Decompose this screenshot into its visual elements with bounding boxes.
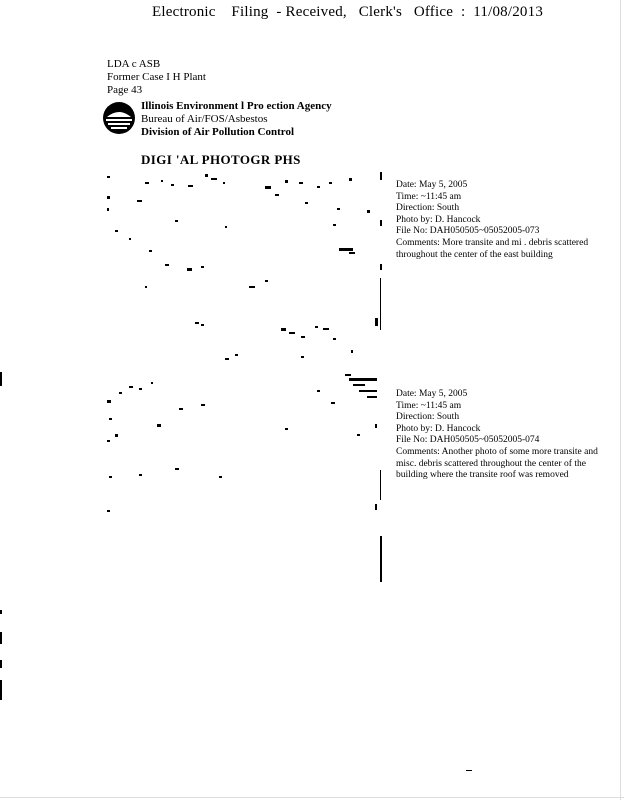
scan-artifact <box>466 770 472 771</box>
scan-artifact <box>0 632 2 644</box>
photo-file-number: File No: DAH050505~05052005-074 <box>396 435 540 446</box>
page-border <box>620 0 621 800</box>
filing-stamp: Electronic Filing - Received, Clerk's Office : 11/08/2013 <box>152 4 544 20</box>
page-border <box>0 797 624 798</box>
photo-time: Time: ~11:45 am <box>396 400 462 411</box>
photo-photographer: Photo by: D. Hancock <box>396 423 481 434</box>
photo-comments: Comments: Another photo of some more transite and misc. debris scattered throughout the center of the building where the transite roof was removed <box>396 446 598 481</box>
scan-artifact <box>0 660 2 668</box>
photo-direction: Direction: South <box>396 412 460 423</box>
divider-line <box>380 264 382 270</box>
divider-line <box>380 536 382 582</box>
divider-line <box>380 220 382 226</box>
page-number: Page 43 <box>107 84 143 96</box>
scan-artifact <box>0 610 2 614</box>
photo-2 <box>105 378 381 578</box>
scan-artifact <box>0 680 2 700</box>
agency-info <box>141 100 332 139</box>
photo-time: Time: ~11:45 am <box>396 191 462 202</box>
section-title: DIGI 'AL PHOTOGR PHS <box>141 152 301 167</box>
photo-file-number: File No: DAH050505~05052005-073 <box>396 226 540 237</box>
photo-direction: Direction: South <box>396 203 460 214</box>
divider-line <box>380 278 381 330</box>
divider-line <box>380 172 382 180</box>
agency-name: Illinois Environment l Pro ection Agency <box>141 100 332 112</box>
photo-photographer: Photo by: D. Hancock <box>396 214 481 225</box>
photo-date: Date: May 5, 2005 <box>396 389 468 399</box>
photo-1 <box>105 168 381 378</box>
photo-2-caption <box>396 389 608 482</box>
illinois-epa-logo-icon <box>102 101 136 135</box>
scan-artifact <box>0 372 2 386</box>
photo-comments: Comments: More transite and mi . debris scattered throughout the center of the east building <box>396 237 589 260</box>
divider-line <box>380 470 381 500</box>
bureau-name: Bureau of Air/FOS/Asbestos <box>141 113 268 125</box>
case-id: LDA c ASB <box>107 58 161 70</box>
photo-1-caption <box>396 180 608 261</box>
division-name: Division of Air Pollution Control <box>141 126 295 138</box>
site-name: Former Case I H Plant <box>107 71 206 83</box>
case-info <box>107 58 206 97</box>
photo-date: Date: May 5, 2005 <box>396 180 468 190</box>
